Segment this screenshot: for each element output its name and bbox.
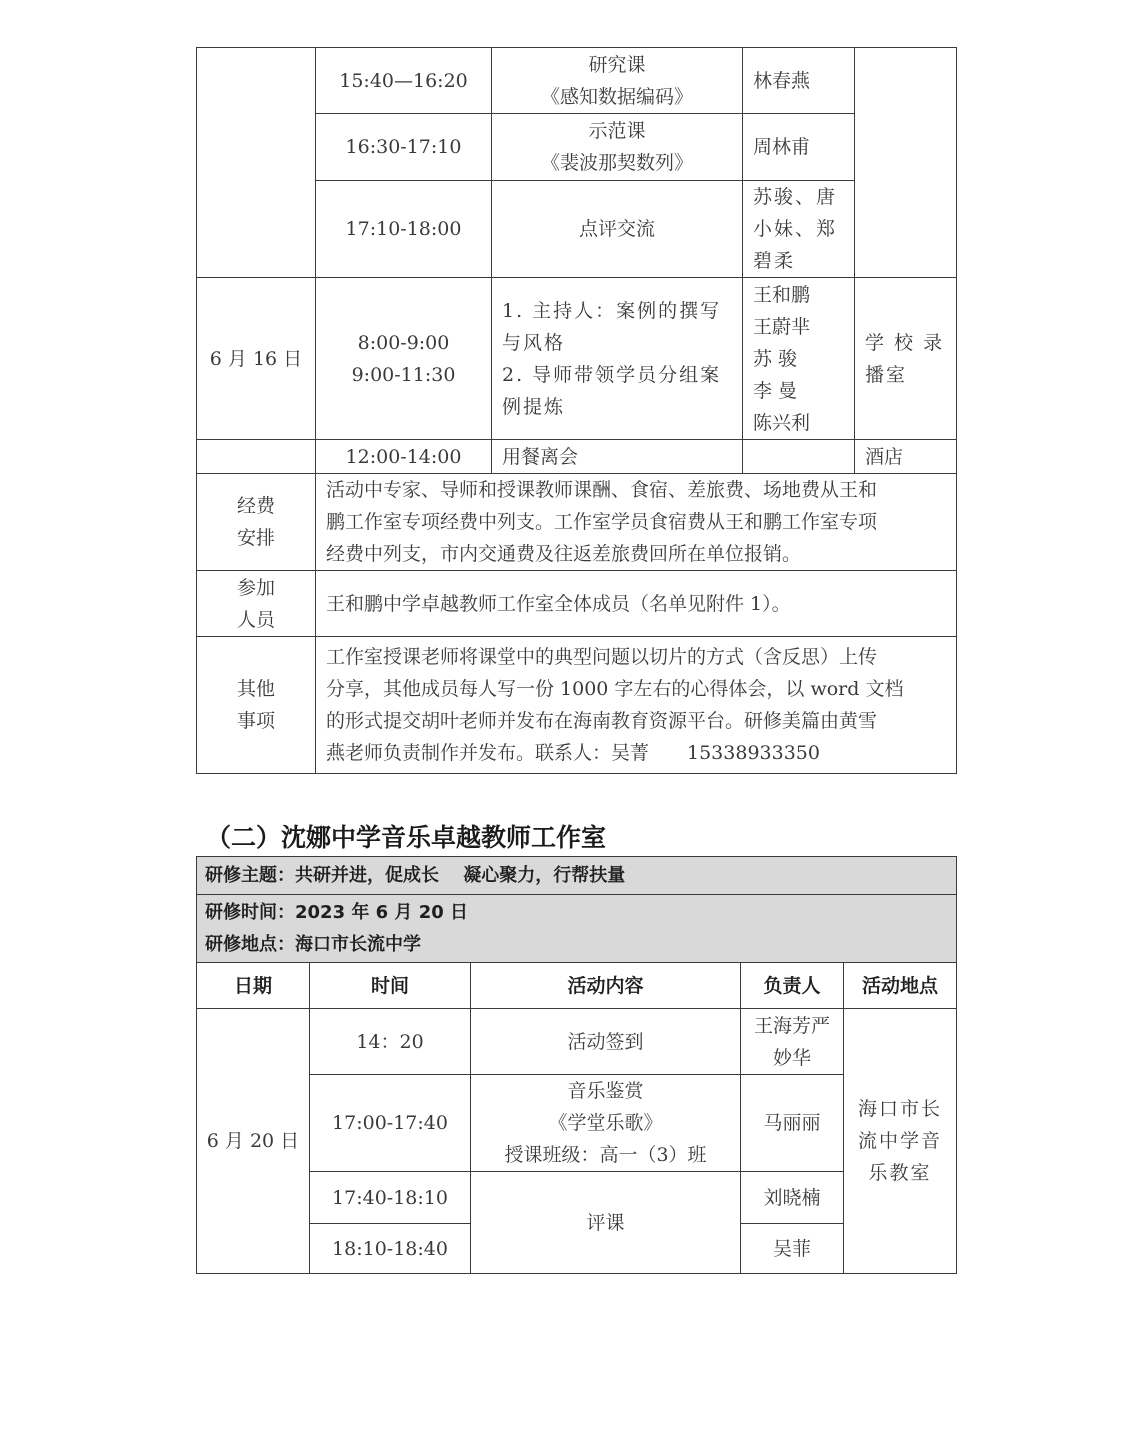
label-line: 事项 <box>236 710 275 732</box>
schedule-table-1 <box>196 47 957 774</box>
text-line: 工作室授课老师将课堂中的典型问题以切片的方式（含反思）上传 <box>326 646 878 668</box>
person-cell: 刘晓楠 <box>741 1172 844 1224</box>
time-place-row <box>197 895 957 963</box>
person-line: 李 曼 <box>753 379 798 402</box>
participants-label <box>197 571 316 637</box>
person-cell: 林春燕 <box>743 48 855 114</box>
section-heading: （二）沈娜中学音乐卓越教师工作室 <box>206 823 607 852</box>
study-time: 研修时间：2023 年 6 月 20 日 <box>205 901 469 923</box>
person-cell <box>743 181 855 278</box>
time-cell: 17:40-18:10 <box>310 1172 471 1224</box>
date-cell: 6 月 16 日 <box>197 278 316 440</box>
time-cell: 18:10-18:40 <box>310 1224 471 1274</box>
time-cell: 17:00-17:40 <box>310 1075 471 1172</box>
person-line: 王和鹏 <box>753 283 811 306</box>
time-cell: 14：20 <box>310 1009 471 1075</box>
person-cell <box>741 1009 844 1075</box>
person-line: 碧柔 <box>753 250 796 272</box>
time-cell: 15:40—16:20 <box>316 48 492 114</box>
person-line: 陈兴利 <box>753 411 811 434</box>
content-line: 示范课 <box>588 120 646 142</box>
person-cell <box>743 278 855 440</box>
time-line: 8:00-9:00 <box>357 331 450 354</box>
person-line: 小妹、郑 <box>753 218 838 240</box>
person-line: 苏 骏 <box>753 347 798 370</box>
time-cell: 12:00-14:00 <box>316 440 492 474</box>
other-label <box>197 637 316 774</box>
person-line: 苏骏、唐 <box>753 186 838 208</box>
text-line: 经费中列支，市内交通费及往返差旅费回所在单位报销。 <box>326 543 802 565</box>
label-line: 参加 <box>236 576 275 599</box>
content-line: 《感知数据编码》 <box>540 85 693 108</box>
label-line: 人员 <box>236 608 275 631</box>
location-cell <box>844 1009 957 1274</box>
content-cell <box>492 114 743 181</box>
location-line: 播室 <box>865 363 908 386</box>
time-cell <box>316 278 492 440</box>
location-line: 流中学音 <box>858 1130 943 1152</box>
theme-row: 研修主题：共研并进，促成长 凝心聚力，行帮扶量 <box>197 857 957 895</box>
date-cell-empty <box>197 48 316 278</box>
content-line: 例提炼 <box>502 395 566 418</box>
content-cell <box>492 278 743 440</box>
person-line: 王蔚芈 <box>753 315 811 338</box>
text-line: 燕老师负责制作并发布。联系人：吴菁 15338933350 <box>326 742 820 764</box>
funding-text <box>316 474 957 571</box>
time-cell: 17:10-18:00 <box>316 181 492 278</box>
content-cell <box>492 48 743 114</box>
header-location: 活动地点 <box>844 963 957 1009</box>
header-content: 活动内容 <box>471 963 741 1009</box>
location-line: 学 校 录 <box>865 331 945 354</box>
text-line: 鹏工作室专项经费中列支。工作室学员食宿费从王和鹏工作室专项 <box>326 511 878 533</box>
person-cell: 吴菲 <box>741 1224 844 1274</box>
label-line: 经费 <box>236 495 275 517</box>
person-line: 妙华 <box>772 1046 811 1069</box>
content-cell: 活动签到 <box>471 1009 741 1075</box>
label-line: 安排 <box>236 527 275 549</box>
content-line: 1. 主持人：案例的撰写 <box>502 299 722 322</box>
schedule-table-2 <box>196 856 957 1274</box>
person-cell: 周林甫 <box>743 114 855 181</box>
person-cell-empty <box>743 440 855 474</box>
study-place: 研修地点：海口市长流中学 <box>205 933 421 955</box>
text-line: 的形式提交胡叶老师并发布在海南教育资源平台。研修美篇由黄雪 <box>326 710 878 732</box>
content-cell: 用餐离会 <box>492 440 743 474</box>
location-cell <box>855 278 957 440</box>
content-line: 《学堂乐歌》 <box>548 1112 663 1134</box>
header-time: 时间 <box>310 963 471 1009</box>
header-person: 负责人 <box>741 963 844 1009</box>
content-line: 《裴波那契数列》 <box>540 152 693 174</box>
person-cell: 马丽丽 <box>741 1075 844 1172</box>
funding-label <box>197 474 316 571</box>
text-line: 活动中专家、导师和授课教师课酬、食宿、差旅费、场地费从王和 <box>326 479 878 501</box>
content-line: 音乐鉴赏 <box>567 1080 644 1102</box>
location-cell-empty <box>855 48 957 278</box>
location-line: 乐教室 <box>868 1162 932 1184</box>
content-line: 与风格 <box>502 331 566 354</box>
content-cell: 评课 <box>471 1172 741 1274</box>
content-line: 2. 导师带领学员分组案 <box>502 363 722 386</box>
text-line: 分享，其他成员每人写一份 1000 字左右的心得体会，以 word 文档 <box>326 678 904 700</box>
other-text <box>316 637 957 774</box>
content-cell: 点评交流 <box>492 181 743 278</box>
location-line: 海口市长 <box>858 1098 943 1120</box>
content-cell <box>471 1075 741 1172</box>
date-cell: 6 月 20 日 <box>197 1009 310 1274</box>
location-cell: 酒店 <box>855 440 957 474</box>
content-line: 授课班级：高一（3）班 <box>504 1144 707 1166</box>
content-line: 研究课 <box>588 53 646 76</box>
header-date: 日期 <box>197 963 310 1009</box>
time-cell: 16:30-17:10 <box>316 114 492 181</box>
label-line: 其他 <box>236 678 275 700</box>
time-line: 9:00-11:30 <box>351 363 456 386</box>
date-cell-empty <box>197 440 316 474</box>
participants-text: 王和鹏中学卓越教师工作室全体成员（名单见附件 1）。 <box>316 571 957 637</box>
person-line: 王海芳严 <box>753 1014 830 1037</box>
